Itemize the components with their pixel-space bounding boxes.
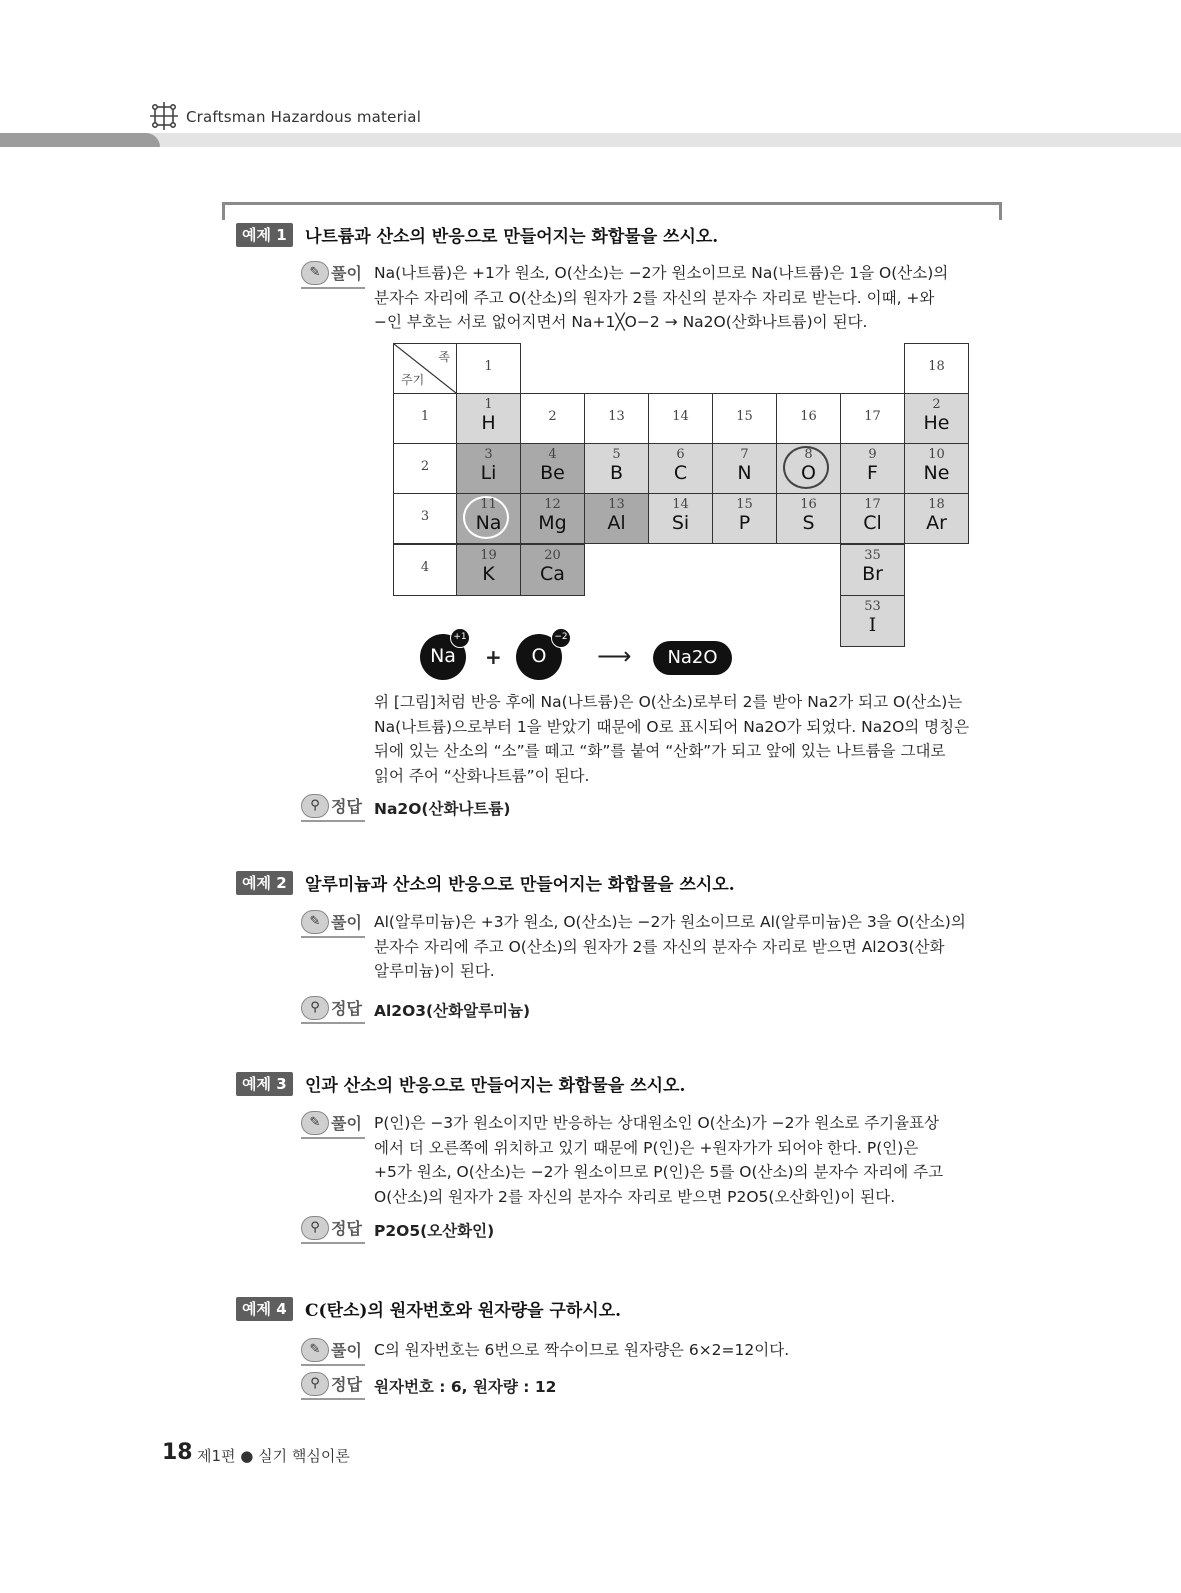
element-Ne: 10 Ne — [904, 443, 969, 494]
group-header-1: 1 — [456, 343, 521, 394]
group-header-14: 14 — [648, 393, 713, 444]
group-header-18: 18 — [904, 343, 969, 394]
example-1-explanation: 위 [그림]처럼 반응 후에 Na(나트륨)은 O(산소)로부터 2를 받아 Na2가 되고 O(산소)는 Na(나트륨)으로부터 1을 받았기 때문에 O로 표시되어 Na2O가 되었다. Na2O의 명칭은 뒤에 있는 산소의 “소”를 떼고 “화”를 붙여 “산화”가 되고 앞에 있는 나트륨을 그대로 읽어 주어 “산화나트륨”이 된다. — [374, 693, 970, 785]
pencil-icon: ✎ — [301, 1111, 329, 1135]
element-Mg: 12 Mg — [520, 493, 585, 544]
magnifier-icon: ⚲ — [301, 1372, 329, 1396]
element-C: 6 C — [648, 443, 713, 494]
example-2-title: 알루미늄과 산소의 반응으로 만들어지는 화합물을 쓰시오. — [305, 875, 735, 895]
group-header-2: 2 — [520, 393, 585, 444]
element-Cl: 17 Cl — [840, 493, 905, 544]
example-3-title: 인과 산소의 반응으로 만들어지는 화합물을 쓰시오. — [305, 1076, 686, 1096]
solution-tag: ✎ 풀이 — [301, 910, 365, 936]
element-Al: 13 Al — [584, 493, 649, 544]
element-K: 19 K — [456, 544, 521, 596]
period-2: 2 — [393, 443, 457, 494]
element-N: 7 N — [712, 443, 777, 494]
example-4-solution: C의 원자번호는 6번으로 짝수이므로 원자량은 6×2=12이다. — [374, 1341, 790, 1359]
element-Li: 3 Li — [456, 443, 521, 494]
element-S: 16 S — [776, 493, 841, 544]
reaction-atom-na: Na — [420, 634, 466, 680]
table-corner: 족 주기 — [393, 343, 457, 394]
element-Ca: 20 Ca — [520, 544, 585, 596]
page-number: 18 — [162, 1440, 193, 1465]
element-O: 8 O — [776, 443, 841, 494]
answer-tag: ⚲ 정답 — [301, 794, 365, 820]
reaction-charge-o: −2 — [551, 628, 571, 648]
element-P: 15 P — [712, 493, 777, 544]
element-I: 53 I — [840, 595, 905, 647]
example-4-label: 예제 4 — [236, 1297, 293, 1321]
element-H: 1 H — [456, 393, 521, 444]
group-header-17: 17 — [840, 393, 905, 444]
element-Ar: 18 Ar — [904, 493, 969, 544]
reaction-arrow: ⟶ — [597, 642, 632, 670]
solution-tag: ✎ 풀이 — [301, 1338, 365, 1364]
element-Be: 4 Be — [520, 443, 585, 494]
answer-tag: ⚲ 정답 — [301, 1216, 365, 1242]
example-2-label: 예제 2 — [236, 871, 293, 895]
element-Br: 35 Br — [840, 544, 905, 596]
period-1: 1 — [393, 393, 457, 444]
element-Na: 11 Na — [456, 493, 521, 544]
magnifier-icon: ⚲ — [301, 794, 329, 818]
example-3-answer: P2O5(오산화인) — [374, 1222, 495, 1240]
pencil-icon: ✎ — [301, 910, 329, 934]
example-4-answer: 원자번호 : 6, 원자량 : 12 — [374, 1378, 557, 1396]
example-2-answer: Al2O3(산화알루미늄) — [374, 1002, 531, 1020]
header-bar — [0, 133, 1181, 147]
group-header-16: 16 — [776, 393, 841, 444]
solution-tag: ✎ 풀이 — [301, 1111, 365, 1137]
example-2-solution: Al(알루미늄)은 +3가 원소, O(산소)는 −2가 원소이므로 Al(알루미늄)은 3을 O(산소)의 분자수 자리에 주고 O(산소)의 원자가 2를 자신의 분자수 자리로 받으면 Al2O3(산화 알루미늄)이 된다. — [374, 913, 966, 980]
example-1-solution: Na(나트륨)은 +1가 원소, O(산소)는 −2가 원소이므로 Na(나트륨)은 1을 O(산소)의 분자수 자리에 주고 O(산소)의 원자가 2를 자신의 분자수 자리로 받는다. 이때, +와 −인 부호는 서로 없어지면서 Na+1╳O−2 → Na2O(산화나트륨)이 된다. — [374, 264, 949, 331]
answer-tag: ⚲ 정답 — [301, 1372, 365, 1398]
example-1-title: 나트륨과 산소의 반응으로 만들어지는 화합물을 쓰시오. — [305, 227, 719, 247]
reaction-product: Na2O — [653, 641, 732, 675]
reaction-atom-o: O — [516, 634, 562, 680]
frame-bracket — [222, 202, 1002, 220]
example-1-label: 예제 1 — [236, 223, 293, 247]
element-B: 5 B — [584, 443, 649, 494]
element-He: 2 He — [904, 393, 969, 444]
header-title: Craftsman Hazardous material — [186, 108, 422, 126]
example-4-title: C(탄소)의 원자번호와 원자량을 구하시오. — [305, 1301, 622, 1321]
example-3-solution: P(인)은 −3가 원소이지만 반응하는 상대원소인 O(산소)가 −2가 원소로 주기율표상 에서 더 오른쪽에 위치하고 있기 때문에 P(인)은 +원자가가 되어야 한다. P(인)은 +5가 원소, O(산소)는 −2가 원소이므로 P(인)은 5를 O(산소)의 분자수 자리에 주고 O(산소)의 원자가 2를 자신의 분자수 자리로 받으면 P2O5(오산화인)이 된다. — [374, 1114, 944, 1206]
group-header-13: 13 — [584, 393, 649, 444]
example-1-answer: Na2O(산화나트륨) — [374, 800, 511, 818]
magnifier-icon: ⚲ — [301, 1216, 329, 1240]
reaction-charge-na: +1 — [450, 628, 470, 648]
answer-tag: ⚲ 정답 — [301, 996, 365, 1022]
solution-tag: ✎ 풀이 — [301, 261, 365, 287]
element-Si: 14 Si — [648, 493, 713, 544]
group-header-15: 15 — [712, 393, 777, 444]
reaction-plus: + — [485, 645, 502, 669]
magnifier-icon: ⚲ — [301, 996, 329, 1020]
pencil-icon: ✎ — [301, 261, 329, 285]
pencil-icon: ✎ — [301, 1338, 329, 1362]
period-3: 3 — [393, 493, 457, 544]
example-3-label: 예제 3 — [236, 1072, 293, 1096]
cube-logo-icon — [148, 100, 180, 132]
footer-chapter: 제1편 ● 실기 핵심이론 — [197, 1447, 350, 1465]
header-bar-accent — [0, 133, 160, 147]
element-F: 9 F — [840, 443, 905, 494]
period-4: 4 — [393, 544, 457, 596]
